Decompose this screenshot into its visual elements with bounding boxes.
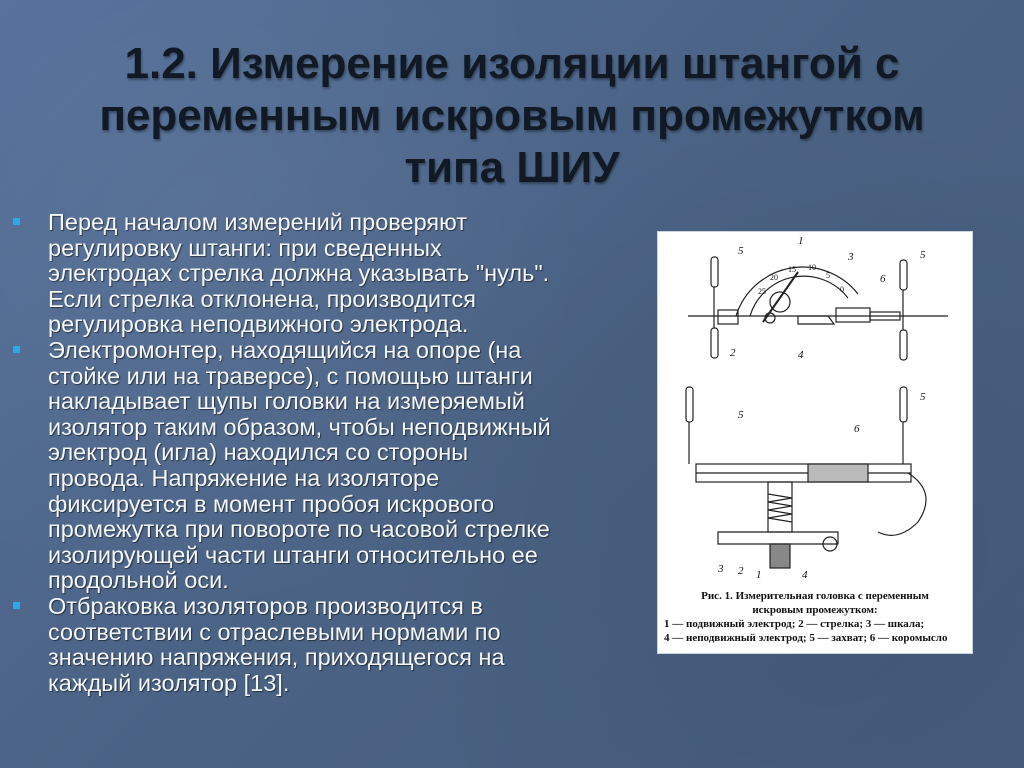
electrode-holder xyxy=(718,310,738,324)
bullet-text xyxy=(48,594,642,696)
measuring-head-figure xyxy=(657,231,973,654)
label-6: 6 xyxy=(854,423,860,435)
grip-5-left-top xyxy=(711,257,718,287)
label-2: 2 xyxy=(738,565,744,577)
drawing-labels xyxy=(717,235,926,581)
bullet-line: электрод (игла) находился со стороны xyxy=(48,439,469,466)
head-base xyxy=(718,532,838,544)
slide-title xyxy=(40,38,984,194)
bullet-text xyxy=(48,338,642,594)
bullet-line: Если стрелка отклонена, производится xyxy=(48,285,476,312)
label-5: 5 xyxy=(920,391,926,403)
bullet-item xyxy=(12,338,642,594)
scale-3-inner xyxy=(750,276,848,316)
bullet-line: Перед началом измерений проверяют xyxy=(48,209,467,235)
label-6: 6 xyxy=(880,273,886,285)
scale-number: 0 xyxy=(840,285,844,294)
label-4: 4 xyxy=(802,569,808,581)
bullet-line: изолирующей части штанги относительно ее xyxy=(48,541,538,568)
title-line: переменным искровым промежутком xyxy=(99,91,925,140)
title-line: типа ШИУ xyxy=(404,143,620,192)
bullet-line: значению напряжения, приходящегося на xyxy=(48,644,505,671)
bullet-line: накладывает щупы головки на измеряемый xyxy=(48,388,525,415)
bullet-line: Отбраковка изоляторов производится в xyxy=(48,592,483,619)
grip-5-right-upper xyxy=(900,387,907,422)
bullet-line: промежутка при повороте по часовой стрелке xyxy=(48,516,550,543)
bullet-line: изолятор таким образом, чтобы неподвижный xyxy=(48,413,551,440)
bullet-line: регулировку штанги: при сведенных xyxy=(48,234,442,261)
rocker-6 xyxy=(836,308,870,322)
scale-number: 5 xyxy=(826,271,830,280)
top-view xyxy=(688,257,948,360)
side-body-hatched xyxy=(808,464,868,482)
caption-line: искровым промежутком: xyxy=(752,604,878,616)
bullet-square-icon xyxy=(13,346,20,353)
label-2: 2 xyxy=(730,347,736,359)
pointer-2 xyxy=(763,272,798,322)
label-3: 3 xyxy=(848,251,854,263)
bullet-item xyxy=(12,594,642,696)
label-5: 5 xyxy=(738,409,744,421)
bullet-text xyxy=(48,210,642,338)
scale-number: 25 xyxy=(758,287,766,296)
label-3: 3 xyxy=(718,563,724,575)
bullet-square-icon xyxy=(13,218,20,225)
caption-line: 1 — подвижный электрод; 2 — стрелка; 3 — шкала; xyxy=(664,618,925,630)
side-view xyxy=(686,387,926,568)
fixed-electrode-4 xyxy=(798,316,834,324)
label-1: 1 xyxy=(798,235,804,247)
bullet-line: продольной оси. xyxy=(48,567,229,594)
bullet-line: стойке или на траверсе), с помощью штанги xyxy=(48,362,533,389)
grip-5-right-bottom xyxy=(900,330,907,360)
electrode-tip xyxy=(770,544,790,568)
bullet-square-icon xyxy=(13,602,20,609)
scale-number: 15 xyxy=(788,265,796,274)
label-4: 4 xyxy=(798,349,804,361)
title-line: 1.2. Измерение изоляции штангой с xyxy=(124,39,900,88)
caption-line: 4 — неподвижный электрод; 5 — захват; 6 — коромысло xyxy=(664,632,948,644)
label-5: 5 xyxy=(920,249,926,261)
bullet-line: соответствии с отраслевыми нормами по xyxy=(48,618,501,645)
spring xyxy=(768,494,792,522)
bullet-item xyxy=(12,210,642,338)
bullet-line: каждый изолятор [13]. xyxy=(48,669,290,696)
bullet-line: Электромонтер, находящийся на опоре (на xyxy=(48,336,522,363)
scale-numbers xyxy=(758,263,844,296)
grip-5-left-bottom xyxy=(711,328,718,358)
bullet-line: регулировка неподвижного электрода. xyxy=(48,311,469,338)
label-5: 5 xyxy=(738,245,744,257)
bullet-line: электродах стрелка должна указывать "нуль". xyxy=(48,260,550,287)
scale-number: 20 xyxy=(770,273,778,282)
grip-5-right-top xyxy=(900,260,907,290)
bullet-line: провода. Напряжение на изоляторе xyxy=(48,464,440,491)
bullet-line: фиксируется в момент пробоя искрового xyxy=(48,490,495,517)
grip-5-left-upper xyxy=(686,387,693,422)
scale-number: 10 xyxy=(808,263,816,272)
bullet-list xyxy=(12,210,642,696)
movable-electrode-1 xyxy=(770,292,790,312)
figure-caption xyxy=(664,589,966,645)
caption-line: Рис. 1. Измерительная головка с переменным xyxy=(701,590,929,602)
label-1: 1 xyxy=(756,569,762,581)
